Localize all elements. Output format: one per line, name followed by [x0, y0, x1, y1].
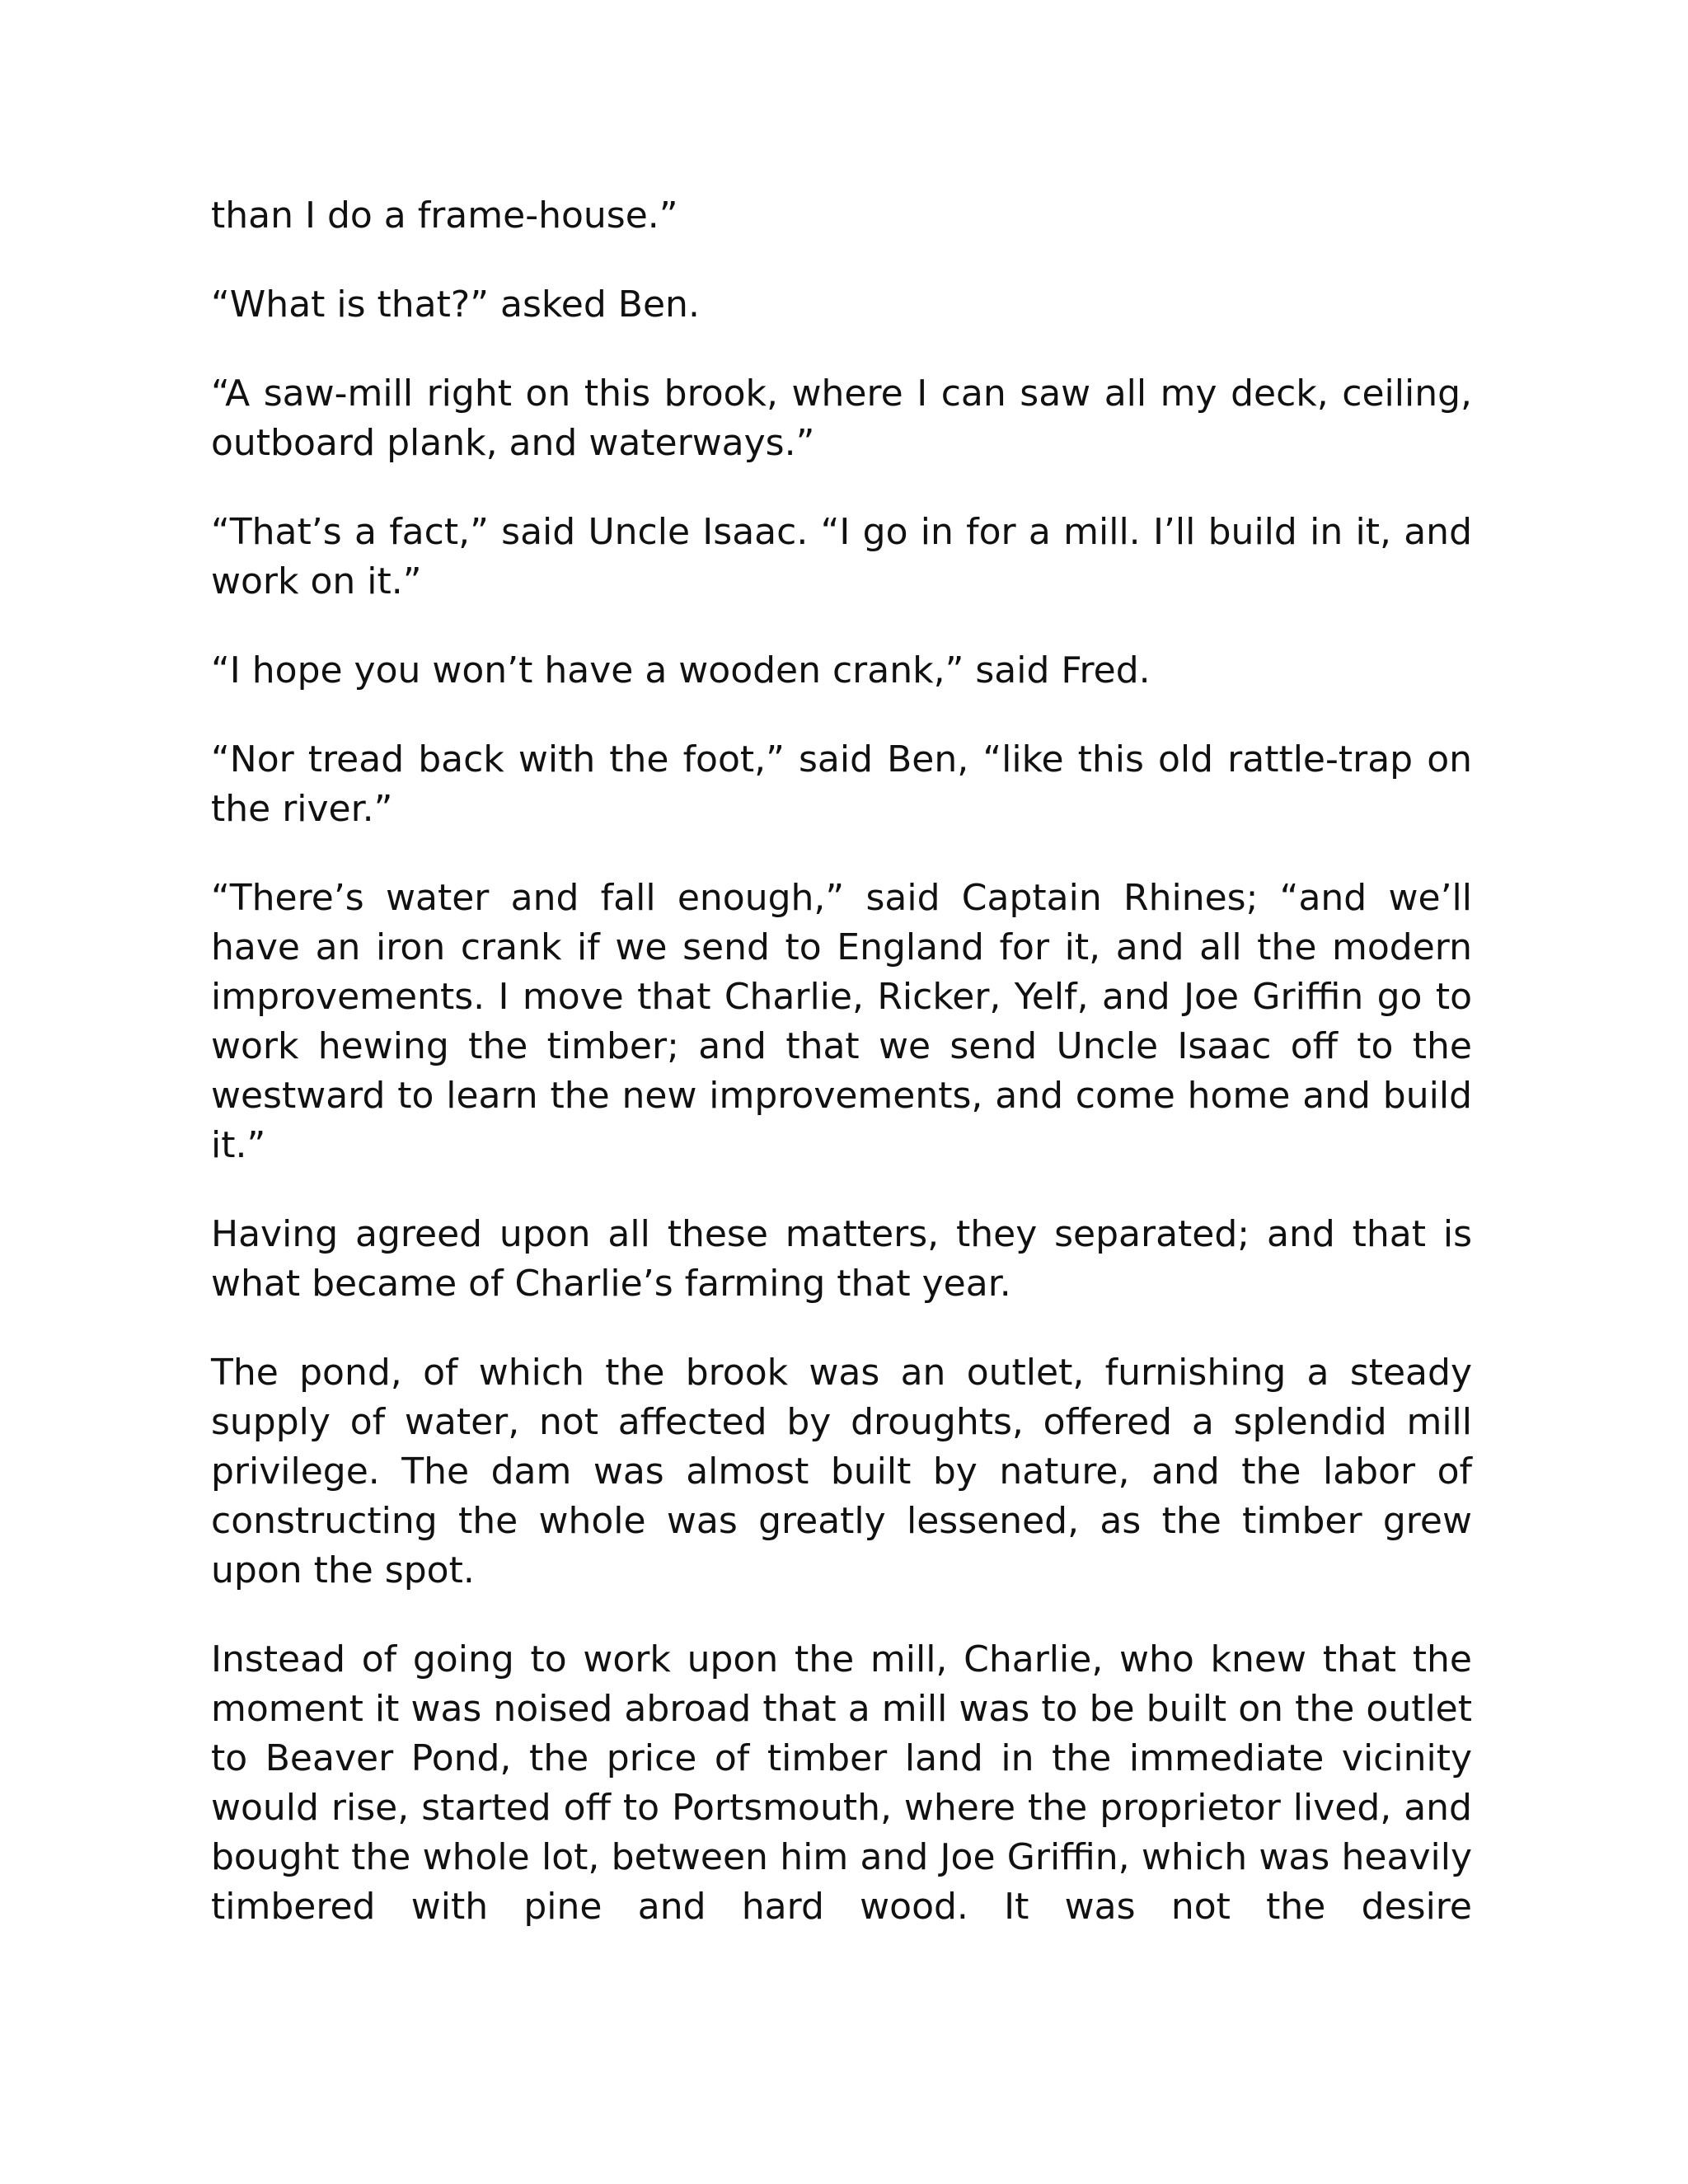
paragraph-9: The pond, of which the brook was an outlet, furnishing a steady supply of water, not affected by droughts, offered a splendid mill privilege. The dam was almost built by nature, and the labor of constructing the whole was greatly lessened, as the timber grew upon the spot. [211, 1352, 1472, 1591]
paragraph-1: than I do a frame-house.” [211, 194, 678, 237]
paragraph-7: “There’s water and fall enough,” said Captain Rhines; “and we’ll have an iron crank if we send to England for it, and all the modern improvements. I move that Charlie, Ricker, Yelf, and Joe Griffin go to work hewing the timber; and that we send Uncle Isaac off to the westward to learn the new improvements, and come home and build it.” [211, 877, 1472, 1166]
paragraph-10: Instead of going to work upon the mill, Charlie, who knew that the moment it was noised abroad that a mill was to be built on the outlet to Beaver Pond, the price of timber land in the immediate vicinity would rise, started off to Portsmouth, where the proprietor lived, and bought the whole lot, between him and Joe Griffin, which was heavily timbered with pine and hard wood. It was not the desire [211, 1638, 1472, 1928]
paragraph-6: “Nor tread back with the foot,” said Ben, “like this old rattle-trap on the river.” [211, 738, 1472, 830]
paragraph-2: “What is that?” asked Ben. [211, 284, 700, 326]
paragraph-5: “I hope you won’t have a wooden crank,” said Fred. [211, 649, 1151, 691]
paragraph-3: “A saw-mill right on this brook, where I can saw all my deck, ceiling, outboard plank, and waterways.” [211, 373, 1472, 464]
body-text [211, 191, 1472, 1971]
paragraph-4: “That’s a fact,” said Uncle Isaac. “I go in for a mill. I’ll build in it, and work on it.” [211, 511, 1472, 602]
paragraph-8: Having agreed upon all these matters, they separated; and that is what became of Charlie’s farming that year. [211, 1213, 1472, 1305]
